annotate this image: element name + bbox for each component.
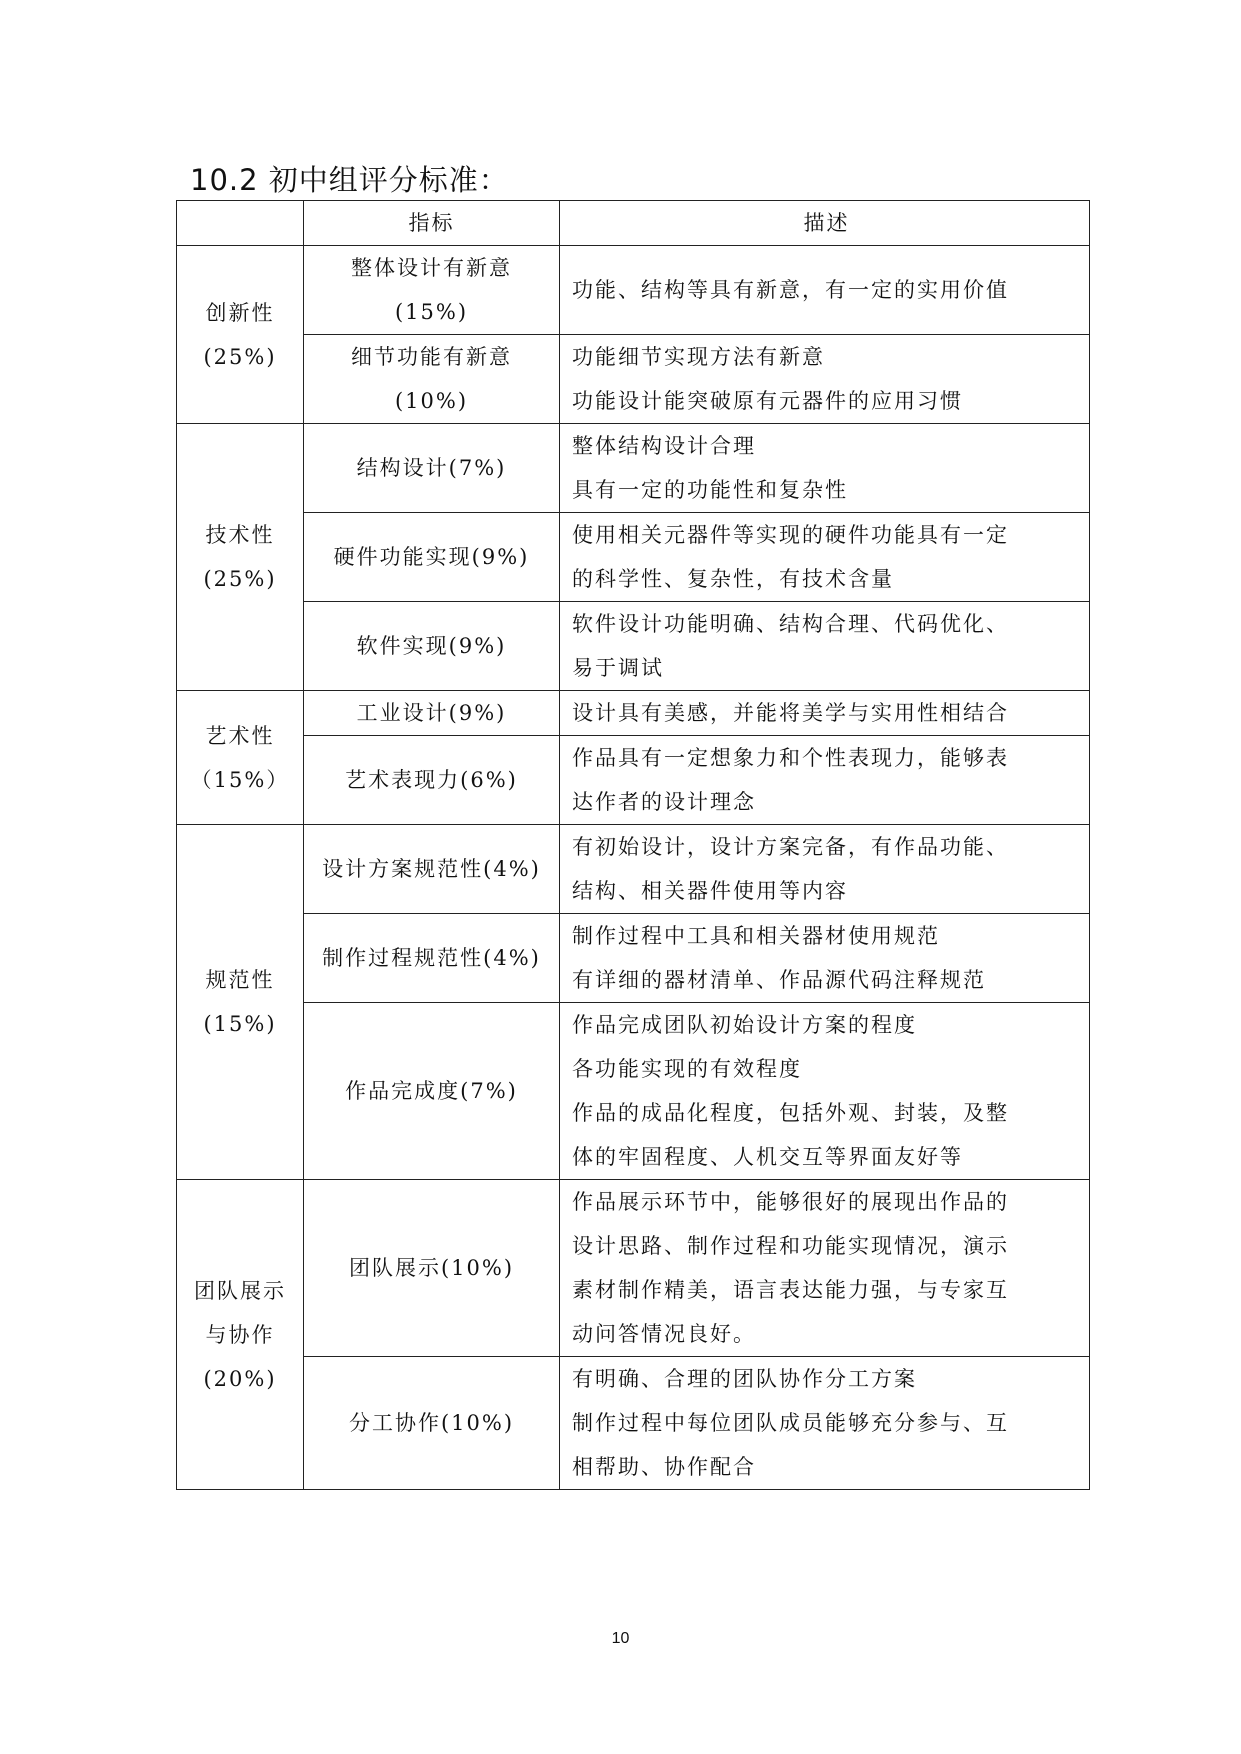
indicator-line: 分工协作(10%): [348, 1411, 515, 1435]
description-line: 具有一定的功能性和复杂性: [572, 478, 848, 502]
description-line: 整体结构设计合理: [572, 434, 756, 458]
indicator-line: 结构设计(7%): [356, 456, 507, 480]
description-cell: [560, 914, 1090, 1003]
indicator-line: 整体设计有新意: [351, 256, 512, 280]
table-row: [177, 1003, 1090, 1180]
table-body: [177, 246, 1090, 1490]
description-line: 体的牢固程度、人机交互等界面友好等: [572, 1145, 963, 1169]
description-line: 制作过程中每位团队成员能够充分参与、互: [572, 1411, 1009, 1435]
category-line: (25%): [203, 567, 277, 591]
scoring-criteria-table: [176, 200, 1090, 1490]
category-cell: [177, 1180, 304, 1490]
table-row: [177, 513, 1090, 602]
indicator-cell: [304, 335, 560, 424]
description-cell: [560, 1180, 1090, 1357]
description-line: 作品展示环节中，能够很好的展现出作品的: [572, 1190, 1009, 1214]
category-line: 艺术性: [205, 723, 275, 748]
description-line: 结构、相关器件使用等内容: [572, 879, 848, 903]
category-line: (25%): [203, 344, 277, 369]
description-cell: [560, 736, 1090, 825]
description-line: 软件设计功能明确、结构合理、代码优化、: [572, 612, 1009, 636]
table-row: [177, 691, 1090, 736]
category-line: (20%): [203, 1366, 277, 1391]
description-line: 易于调试: [572, 656, 664, 680]
indicator-cell: [304, 736, 560, 825]
category-cell: [177, 246, 304, 424]
description-cell: [560, 513, 1090, 602]
indicator-cell: [304, 1003, 560, 1180]
table-row: [177, 1180, 1090, 1357]
description-line: 设计思路、制作过程和功能实现情况，演示: [572, 1234, 1009, 1258]
description-line: 有详细的器材清单、作品源代码注释规范: [572, 968, 986, 992]
table-row: [177, 1357, 1090, 1490]
indicator-cell: [304, 513, 560, 602]
category-line: 技术性: [205, 523, 275, 547]
description-line: 制作过程中工具和相关器材使用规范: [572, 924, 940, 948]
indicator-line: 设计方案规范性(4%): [322, 857, 541, 881]
description-line: 素材制作精美，语言表达能力强，与专家互: [572, 1278, 1009, 1302]
page-number: 10: [611, 1630, 630, 1647]
header-indicator: 指标: [304, 201, 560, 246]
description-line: 动问答情况良好。: [572, 1322, 756, 1346]
description-line: 功能、结构等具有新意，有一定的实用价值: [572, 278, 1009, 302]
table-row: [177, 602, 1090, 691]
description-line: 有初始设计，设计方案完备，有作品功能、: [572, 835, 1009, 859]
header-category: [177, 201, 304, 246]
table-header-row: [177, 201, 1090, 246]
indicator-cell: [304, 1180, 560, 1357]
description-cell: [560, 424, 1090, 513]
indicator-line: 团队展示(10%): [348, 1256, 515, 1280]
description-cell: [560, 1003, 1090, 1180]
description-line: 作品的成品化程度，包括外观、封装，及整: [572, 1101, 1009, 1125]
category-line: 规范性: [205, 968, 275, 992]
description-line: 使用相关元器件等实现的硬件功能具有一定: [572, 523, 1009, 547]
category-cell: [177, 424, 304, 691]
section-title: 10.2 初中组评分标准：: [190, 163, 509, 197]
description-cell: [560, 246, 1090, 335]
indicator-cell: [304, 602, 560, 691]
table-row: [177, 736, 1090, 825]
table-row: [177, 246, 1090, 335]
description-line: 的科学性、复杂性，有技术含量: [572, 567, 894, 591]
table-row: [177, 335, 1090, 424]
category-line: 与协作: [205, 1322, 275, 1347]
description-line: 作品完成团队初始设计方案的程度: [572, 1013, 917, 1037]
description-line: 作品具有一定想象力和个性表现力，能够表: [572, 746, 1009, 770]
description-line: 功能设计能突破原有元器件的应用习惯: [572, 389, 963, 413]
category-cell: [177, 691, 304, 825]
description-cell: [560, 602, 1090, 691]
category-line: (15%): [203, 1012, 277, 1036]
category-line: 团队展示: [194, 1278, 286, 1303]
indicator-line: 硬件功能实现(9%): [333, 545, 530, 569]
indicator-cell: [304, 825, 560, 914]
category-line: （15%）: [190, 767, 290, 792]
indicator-line: 艺术表现力(6%): [345, 768, 518, 792]
indicator-cell: [304, 1357, 560, 1490]
table-row: [177, 825, 1090, 914]
description-line: 功能细节实现方法有新意: [572, 345, 825, 369]
category-cell: [177, 825, 304, 1180]
indicator-line: (15%): [394, 300, 469, 324]
indicator-cell: [304, 691, 560, 736]
description-cell: [560, 691, 1090, 736]
description-line: 达作者的设计理念: [572, 790, 756, 814]
description-cell: [560, 825, 1090, 914]
indicator-line: (10%): [394, 389, 469, 413]
indicator-line: 制作过程规范性(4%): [322, 946, 541, 970]
category-line: 创新性: [205, 300, 275, 325]
indicator-line: 作品完成度(7%): [345, 1079, 518, 1103]
table-row: [177, 914, 1090, 1003]
indicator-line: 工业设计(9%): [356, 701, 507, 725]
description-line: 设计具有美感，并能将美学与实用性相结合: [572, 701, 1009, 725]
indicator-cell: [304, 424, 560, 513]
indicator-line: 细节功能有新意: [351, 345, 512, 369]
description-line: 相帮助、协作配合: [572, 1455, 756, 1479]
description-line: 有明确、合理的团队协作分工方案: [572, 1367, 917, 1391]
indicator-line: 软件实现(9%): [356, 634, 507, 658]
table-row: [177, 424, 1090, 513]
indicator-cell: [304, 914, 560, 1003]
description-cell: [560, 335, 1090, 424]
indicator-cell: [304, 246, 560, 335]
header-description: 描述: [560, 201, 1090, 246]
description-line: 各功能实现的有效程度: [572, 1057, 802, 1081]
description-cell: [560, 1357, 1090, 1490]
